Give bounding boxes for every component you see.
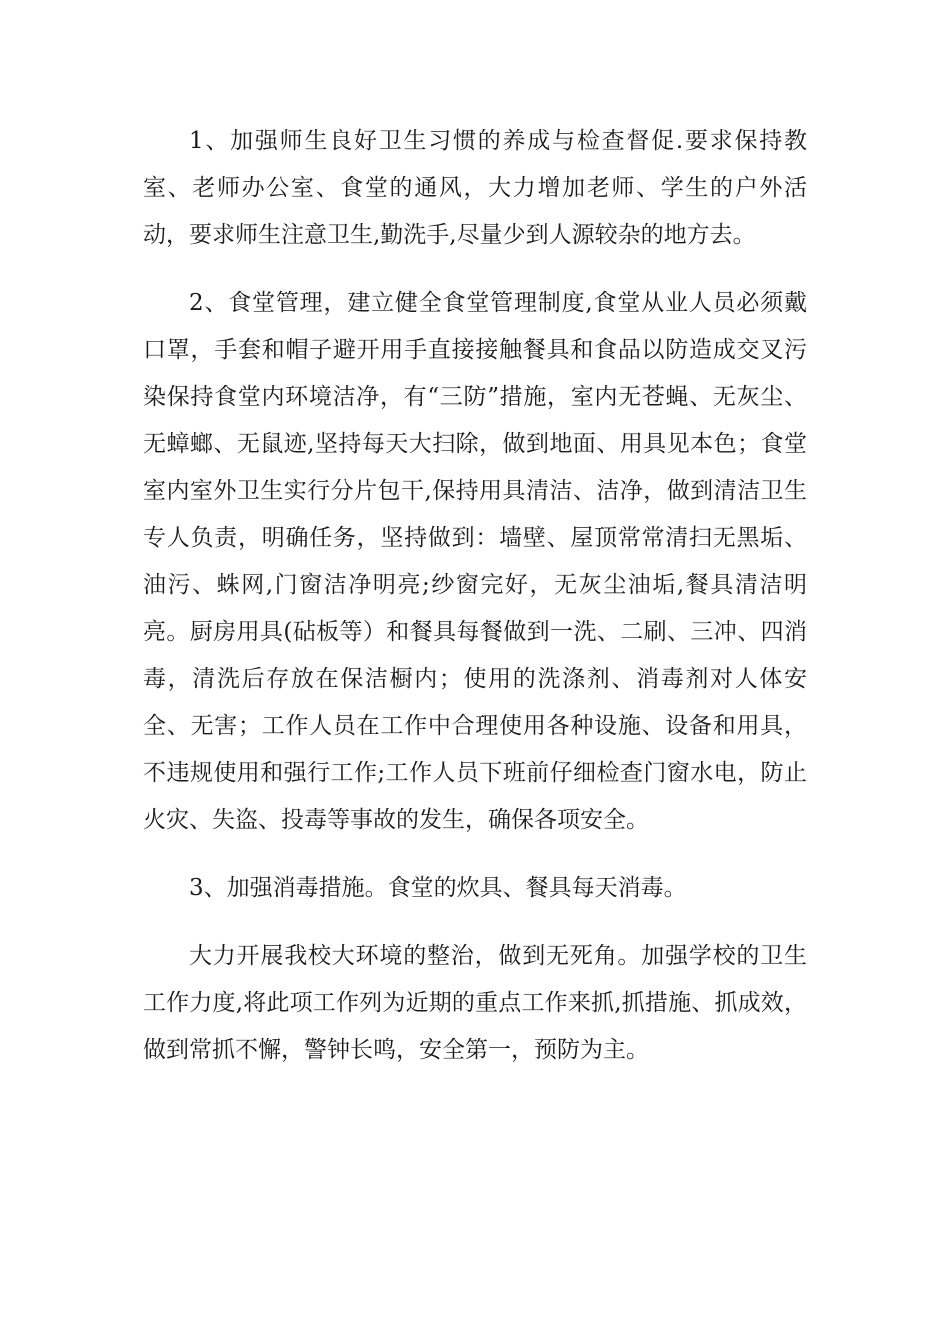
paragraph-environment-rectification: 大力开展我校大环境的整治，做到无死角。加强学校的卫生工作力度,将此项工作列为近期的重点工作来抓,抓措施、抓成效，做到常抓不懈，警钟长鸣，安全第一，预防为主。 [143, 943, 807, 1063]
paragraph-canteen-management: 2、食堂管理，建立健全食堂管理制度,食堂从业人员必须戴口罩，手套和帽子避开用手直接接触餐具和食品以防造成交叉污染保持食堂内环境洁净，有“三防”措施，室内无苍蝇、无灰尘、无蟑螂、无鼠迹,坚持每天大扫除，做到地面、用具见本色；食堂室内室外卫生实行分片包干,保持用具清洁、洁净，做到清洁卫生专人负责，明确任务，坚持做到：墙壁、屋顶常常清扫无黑垢、油污、蛛网,门窗洁净明亮;纱窗完好，无灰尘油垢,餐具清洁明亮。厨房用具(砧板等）和餐具每餐做到一洗、二刷、三冲、四消毒，清洗后存放在保洁橱内；使用的洗涤剂、消毒剂对人体安全、无害；工作人员在工作中合理使用各种设施、设备和用具，不违规使用和强行工作;工作人员下班前仔细检查门窗水电，防止火灾、失盗、投毒等事故的发生，确保各项安全。 [143, 290, 807, 833]
paragraph-disinfection: 3、加强消毒措施。食堂的炊具、餐具每天消毒。 [189, 875, 687, 901]
document-body [143, 118, 807, 1095]
paragraph-hygiene-habits: 1、加强师生良好卫生习惯的养成与检查督促.要求保持教室、老师办公室、食堂的通风，大力增加老师、学生的户外活动，要求师生注意卫生,勤洗手,尽量少到人源较杂的地方去。 [143, 128, 807, 248]
